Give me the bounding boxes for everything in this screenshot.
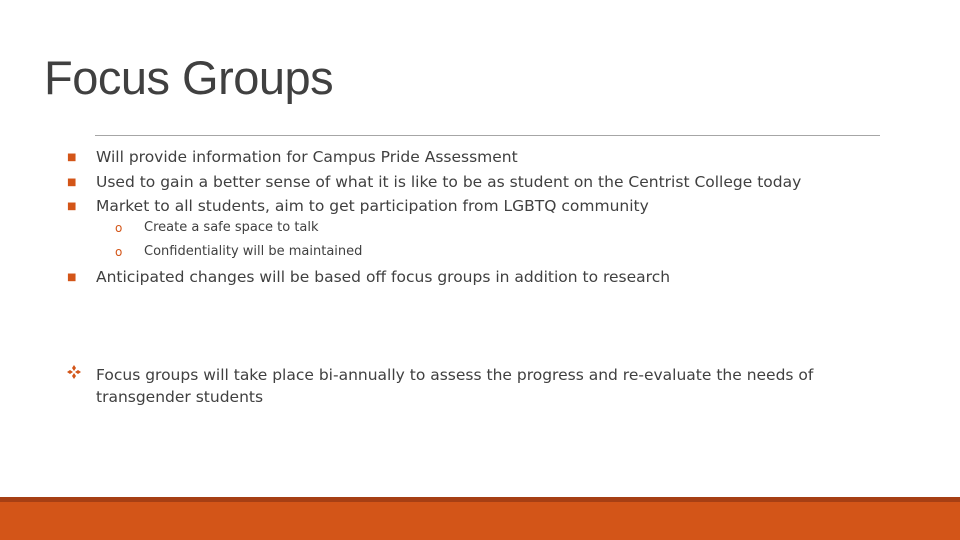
diamond-bullet-text: Focus groups will take place bi-annually to assess the progress and re-evaluate the needs of transgender students	[96, 366, 814, 406]
bullet-text: Market to all students, aim to get participation from LGBTQ community	[96, 197, 649, 215]
square-bullet-icon: ■	[67, 177, 77, 188]
square-bullet-icon: ■	[67, 201, 77, 212]
title-divider	[95, 135, 880, 136]
sub-bullet-text: Create a safe space to talk	[144, 220, 319, 235]
square-bullet-icon: ■	[67, 152, 77, 163]
circle-bullet-icon: o	[115, 221, 123, 235]
diamond-bullet-icon	[67, 365, 81, 379]
bullet-text: Anticipated changes will be based off focus groups in addition to research	[96, 268, 671, 286]
sub-bullet-text: Confidentiality will be maintained	[144, 244, 363, 259]
slide-title: Focus Groups	[44, 51, 334, 104]
bullet-text: Will provide information for Campus Pride Assessment	[96, 148, 518, 166]
square-bullet-icon: ■	[67, 272, 77, 283]
footer-bar	[0, 502, 960, 540]
bullet-text: Used to gain a better sense of what it is like to be as student on the Centrist College today	[96, 173, 802, 191]
circle-bullet-icon: o	[115, 245, 123, 259]
